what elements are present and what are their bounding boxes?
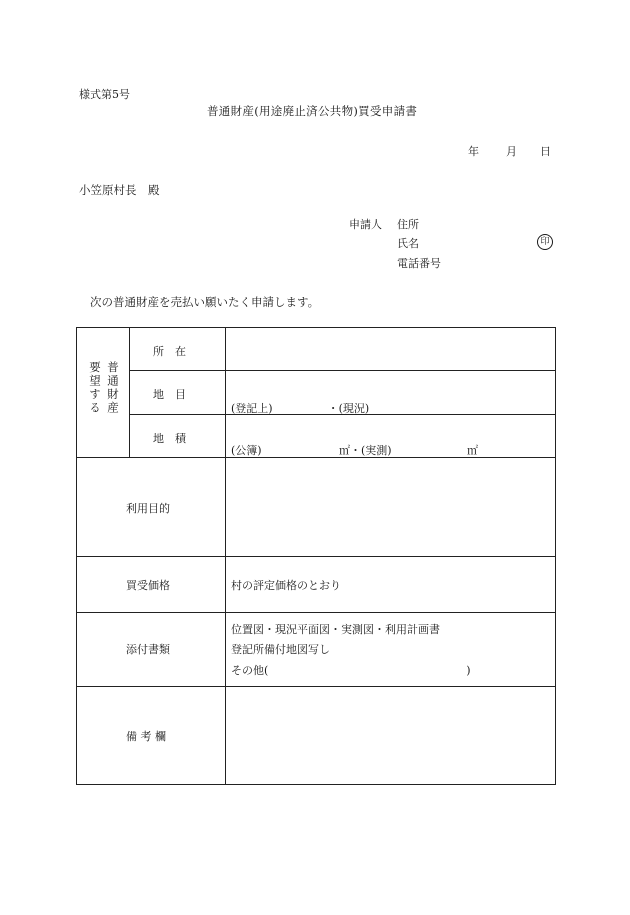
group-label-col2: 要望する <box>88 361 102 415</box>
chimoku-label: 地 目 <box>153 388 186 401</box>
table-subdivider-1 <box>129 370 555 371</box>
table-divider-1 <box>77 457 555 458</box>
form-number: 様式第5号 <box>79 88 130 101</box>
attachments-line-1: 位置図・現況平面図・実測図・利用計画書 <box>231 623 440 636</box>
area-value-left: (公簿) <box>231 444 262 457</box>
price-value: 村の評定価格のとおり <box>231 579 341 592</box>
table-vline-main <box>225 328 226 784</box>
table-vline-group <box>129 328 130 457</box>
date-day-label: 日 <box>540 145 551 158</box>
area-unit-1: ㎡・(実測) <box>339 444 392 457</box>
price-label: 買受価格 <box>126 579 170 592</box>
date-year-label: 年 <box>468 145 479 158</box>
document-title: 普通財産(用途廃止済公共物)買受申請書 <box>207 104 418 118</box>
table-divider-2 <box>77 556 555 557</box>
remarks-label: 備 考 欄 <box>126 730 166 743</box>
area-unit-2: ㎡ <box>467 444 478 457</box>
group-label-col1: 普通財産 <box>106 361 120 415</box>
attachments-line-2: 登記所備付地図写し <box>231 643 330 656</box>
addressee: 小笠原村長 殿 <box>79 183 160 197</box>
address-label: 住所 <box>397 218 419 231</box>
intro-text: 次の普通財産を売払い願いたく申請します。 <box>90 295 320 309</box>
attachments-line-3: その他( ) <box>231 664 471 677</box>
purpose-label: 利用目的 <box>126 502 170 515</box>
table-divider-4 <box>77 686 555 687</box>
phone-label: 電話番号 <box>397 257 441 270</box>
attachments-label: 添付書類 <box>126 643 170 656</box>
seal-mark: 印 <box>537 234 553 250</box>
table-divider-3 <box>77 612 555 613</box>
location-label: 所 在 <box>153 345 186 358</box>
area-label: 地 積 <box>153 432 186 445</box>
date-month-label: 月 <box>506 145 517 158</box>
application-table <box>76 327 556 785</box>
name-label: 氏名 <box>397 237 419 250</box>
chimoku-value: (登記上) ・(現況) <box>231 402 370 415</box>
applicant-label: 申請人 <box>349 218 382 231</box>
